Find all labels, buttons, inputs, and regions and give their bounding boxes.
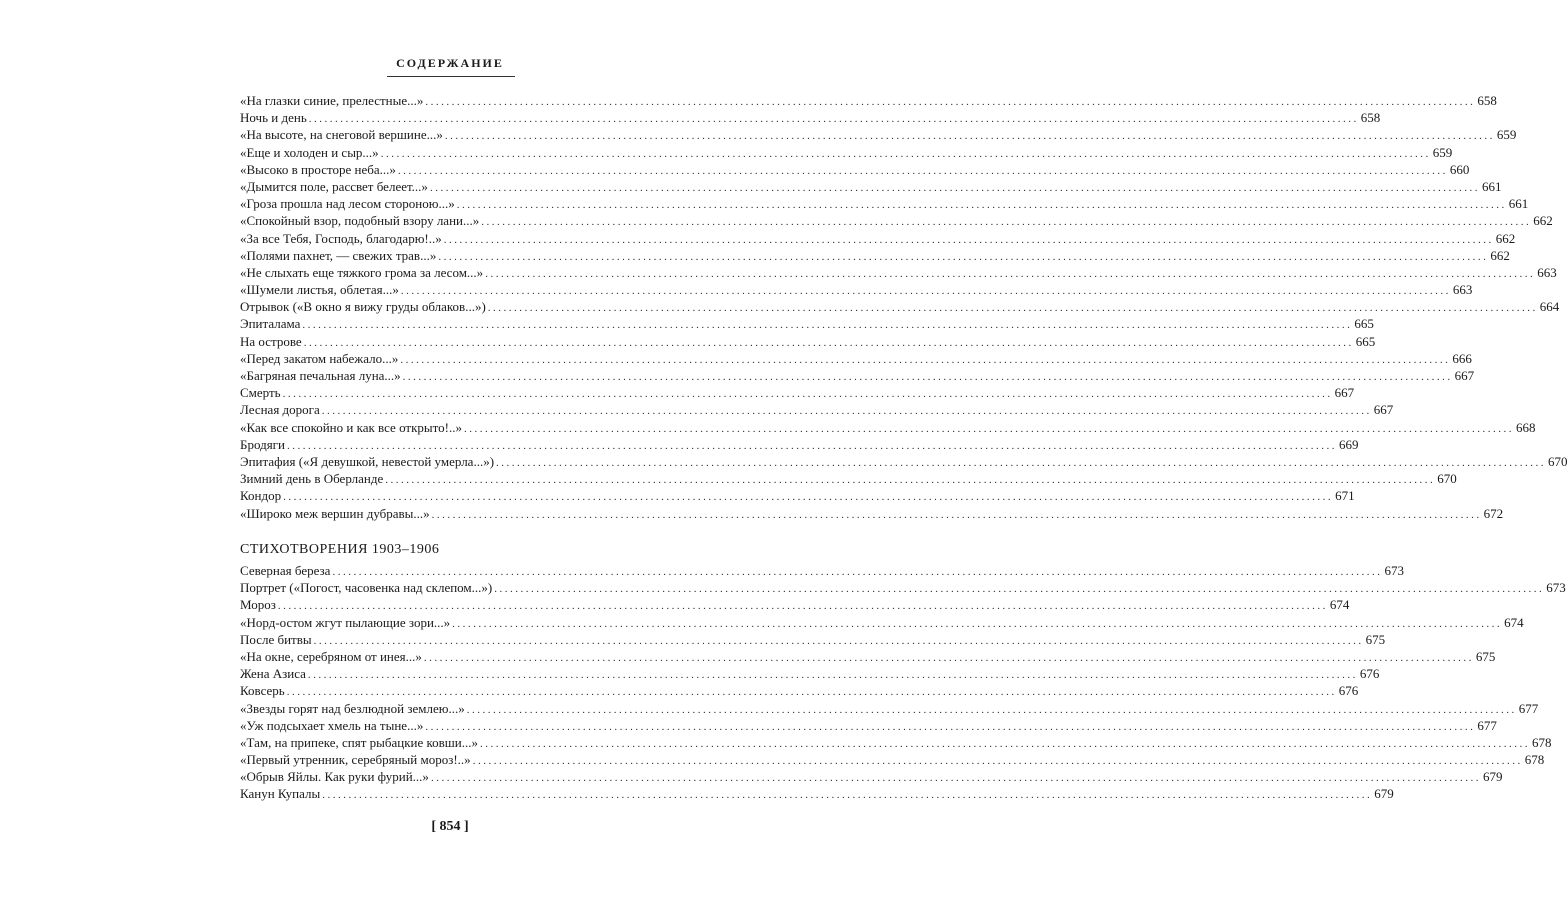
toc-entry-title: «За все Тебя, Господь, благодарю!..» <box>240 230 442 246</box>
toc-entry-title: «Шумели листья, облетая...» <box>240 282 399 298</box>
toc-entry-page: 673 <box>1384 563 1404 578</box>
toc-entry-page: 669 <box>1338 436 1359 452</box>
toc-entry <box>240 281 1473 298</box>
toc-entry-title: Жена Азиса <box>240 666 306 682</box>
dot-leader: ........................................................................................................................................................................................................ <box>438 250 1489 263</box>
dot-leader: ........................................................................................................................................................................................................ <box>444 130 1495 143</box>
toc-entry-title: «Широко меж вершин дубравы...» <box>240 505 430 521</box>
toc-entry-title: На острове <box>240 333 302 349</box>
toc-entry-title: Смерть <box>240 385 281 401</box>
toc-entry <box>240 648 1496 665</box>
toc-entry-page: 667 <box>1373 402 1394 418</box>
dot-leader: ........................................................................................................................................................................................................ <box>466 703 1517 716</box>
toc-entry-page: 675 <box>1475 648 1496 664</box>
dot-leader: ........................................................................................................................................................................................................ <box>481 216 1532 229</box>
dot-leader: ........................................................................................................................................................................................................ <box>321 405 1372 418</box>
toc-entry-page: 670 <box>1437 471 1457 487</box>
toc-entry <box>240 505 1504 522</box>
dot-leader: ........................................................................................................................................................................................................ <box>485 267 1536 280</box>
toc-entry-page: 676 <box>1359 666 1380 682</box>
toc-entry-title: «Первый утренник, серебряный мороз!..» <box>240 752 471 768</box>
dot-leader: ........................................................................................................................................................................................................ <box>472 755 1523 768</box>
toc-entry-page: 662 <box>1490 247 1510 263</box>
toc-entry-title: Отрывок («В окно я вижу груды облаков...») <box>240 299 486 315</box>
toc-entry-page: 675 <box>1365 631 1386 647</box>
toc-entry <box>240 384 1355 401</box>
toc-entry-page: 678 <box>1524 752 1545 768</box>
dot-leader: ........................................................................................................................................................................................................ <box>443 233 1494 246</box>
toc-entry-title: «Высоко в просторе неба...» <box>240 161 396 177</box>
toc-entry-page: 662 <box>1495 230 1516 246</box>
toc-entry-page: 658 <box>1477 93 1497 108</box>
toc-entry-title: «Перед закатом набежало...» <box>240 350 399 366</box>
dot-leader: ........................................................................................................................................................................................................ <box>463 422 1514 435</box>
toc-entry <box>240 264 1557 281</box>
toc-entry-page: 666 <box>1452 350 1472 366</box>
toc-entry <box>240 144 1453 161</box>
toc-entry-title: «Не слыхать еще тяжкого грома за лесом...» <box>240 264 484 280</box>
toc-entry-page: 672 <box>1483 505 1504 521</box>
toc-entry-title: «На окне, серебряном от инея...» <box>240 648 422 664</box>
dot-leader: ........................................................................................................................................................................................................ <box>423 651 1474 664</box>
toc-entry <box>240 126 1517 143</box>
toc-entry-title: «Звезды горят над безлюдной землею...» <box>240 700 465 716</box>
toc-entry-title: «Норд-остом жгут пылающие зори...» <box>240 614 451 630</box>
dot-leader: ........................................................................................................................................................................................................ <box>286 439 1337 452</box>
toc-entry-title: «Там, на припеке, спят рыбацкие ковши...» <box>240 734 479 750</box>
dot-leader: ........................................................................................................................................................................................................ <box>286 686 1337 699</box>
dot-leader: ........................................................................................................................................................................................................ <box>480 737 1531 750</box>
toc-entry-title: Бродяги <box>240 436 285 452</box>
toc-entry <box>240 436 1359 453</box>
dot-leader: ........................................................................................................................................................................................................ <box>385 474 1436 487</box>
toc-entry <box>240 579 1566 596</box>
dot-leader: ........................................................................................................................................................................................................ <box>425 96 1476 108</box>
toc-entry-page: 674 <box>1329 597 1350 613</box>
toc-entry-page: 658 <box>1360 110 1381 126</box>
toc-entry-title: «Еще и холоден и сыр...» <box>240 144 379 160</box>
dot-leader: ........................................................................................................................................................................................................ <box>313 634 1364 647</box>
toc-entry <box>240 487 1355 504</box>
toc-entry <box>240 562 1404 579</box>
toc-entry-title: «Дымится поле, рассвет белеет...» <box>240 178 428 194</box>
toc-list-main <box>240 92 1568 522</box>
dot-leader: ........................................................................................................................................................................................................ <box>322 789 1373 802</box>
dot-leader: ........................................................................................................................................................................................................ <box>452 617 1503 630</box>
toc-entry <box>240 298 1560 315</box>
toc-entry-page: 667 <box>1454 368 1475 383</box>
toc-entry-page: 678 <box>1532 734 1552 750</box>
toc-entry <box>240 212 1553 229</box>
toc-entry <box>240 614 1524 631</box>
toc-entry-page: 659 <box>1432 144 1453 160</box>
dot-leader: ........................................................................................................................................................................................................ <box>496 456 1547 469</box>
dot-leader: ........................................................................................................................................................................................................ <box>282 388 1333 401</box>
toc-entry <box>240 734 1552 751</box>
toc-entry-page: 659 <box>1496 127 1517 143</box>
toc-entry-title: «Как все спокойно и как все открыто!..» <box>240 419 462 435</box>
toc-entry-title: «На глазки синие, прелестные...» <box>240 93 424 108</box>
toc-entry <box>240 665 1380 682</box>
toc-entry <box>240 367 1475 384</box>
toc-entry-page: 668 <box>1515 419 1536 435</box>
toc-entry-title: «Багряная печальная луна...» <box>240 368 401 383</box>
toc-entry-page: 671 <box>1335 488 1355 504</box>
toc-entry <box>240 401 1394 418</box>
dot-leader: ........................................................................................................................................................................................................ <box>308 113 1359 126</box>
toc-entry <box>240 596 1350 613</box>
toc-entry <box>240 631 1386 648</box>
dot-leader: ........................................................................................................................................................................................................ <box>332 566 1383 578</box>
page-header-title: СОДЕРЖАНИЕ <box>396 56 504 70</box>
toc-entry-title: «Полями пахнет, — свежих трав...» <box>240 247 437 263</box>
toc-entry <box>240 350 1472 367</box>
toc-entry <box>240 751 1545 768</box>
toc-entry-page: 674 <box>1504 614 1524 630</box>
toc-entry-title: Лесная дорога <box>240 402 320 418</box>
toc-entry <box>240 195 1529 212</box>
toc-entry-title: Эпитафия («Я девушкой, невестой умерла...») <box>240 453 495 469</box>
toc-entry <box>240 247 1510 264</box>
toc-entry-page: 664 <box>1539 299 1560 315</box>
toc-entry-page: 661 <box>1481 178 1502 194</box>
toc-entry-page: 665 <box>1354 316 1374 332</box>
toc-entry <box>240 785 1394 802</box>
dot-leader: ........................................................................................................................................................................................................ <box>397 164 1448 177</box>
dot-leader: ........................................................................................................................................................................................................ <box>430 772 1481 785</box>
toc-entry-title: Эпиталама <box>240 316 301 332</box>
toc-entry <box>240 92 1497 109</box>
dot-leader: ........................................................................................................................................................................................................ <box>380 147 1431 160</box>
toc-entry-page: 670 <box>1548 453 1568 469</box>
toc-entry <box>240 419 1536 436</box>
toc-list-section <box>240 562 1566 803</box>
toc-entry-page: 667 <box>1334 385 1355 401</box>
header-divider <box>387 76 515 77</box>
toc-entry-page: 677 <box>1477 717 1497 733</box>
toc-entry <box>240 161 1470 178</box>
dot-leader: ........................................................................................................................................................................................................ <box>283 491 1334 504</box>
dot-leader: ........................................................................................................................................................................................................ <box>303 336 1354 349</box>
toc-entry <box>240 178 1502 195</box>
toc-entry-title: Ковсерь <box>240 683 285 699</box>
toc-entry-page: 679 <box>1482 769 1503 785</box>
toc-entry-page: 660 <box>1449 161 1470 177</box>
dot-leader: ........................................................................................................................................................................................................ <box>307 669 1358 682</box>
dot-leader: ........................................................................................................................................................................................................ <box>302 319 1353 332</box>
toc-entry-page: 663 <box>1452 282 1473 298</box>
toc-entry-page: 665 <box>1355 333 1376 349</box>
dot-leader: ........................................................................................................................................................................................................ <box>487 302 1538 315</box>
toc-entry-page: 676 <box>1338 683 1359 699</box>
toc-entry-title: «Обрыв Яйлы. Как руки фурий...» <box>240 769 429 785</box>
toc-entry <box>240 109 1381 126</box>
toc-entry-page: 679 <box>1374 786 1394 802</box>
dot-leader: ........................................................................................................................................................................................................ <box>494 583 1545 596</box>
toc-entry <box>240 682 1359 699</box>
toc-entry <box>240 230 1516 247</box>
toc-entry-page: 677 <box>1518 700 1539 716</box>
toc-entry-title: После битвы <box>240 631 312 647</box>
toc-entry-page: 661 <box>1508 196 1529 212</box>
toc-entry <box>240 768 1503 785</box>
toc-entry-title: Портрет («Погост, часовенка над склепом...») <box>240 580 493 596</box>
toc-entry-title: «Спокойный взор, подобный взору лани...» <box>240 213 480 229</box>
toc-entry-page: 663 <box>1537 264 1557 280</box>
toc-entry-title: Мороз <box>240 597 276 613</box>
toc-entry <box>240 453 1568 470</box>
toc-entry <box>240 315 1374 332</box>
toc-entry-title: «Уж подсыхает хмель на тыне...» <box>240 717 424 733</box>
toc-entry-title: Канун Купалы <box>240 786 321 802</box>
dot-leader: ........................................................................................................................................................................................................ <box>400 285 1451 298</box>
dot-leader: ........................................................................................................................................................................................................ <box>277 600 1328 613</box>
toc-entry-page: 662 <box>1533 213 1553 229</box>
dot-leader: ........................................................................................................................................................................................................ <box>456 199 1507 212</box>
dot-leader: ........................................................................................................................................................................................................ <box>429 181 1480 194</box>
toc-entry-title: Ночь и день <box>240 110 307 126</box>
dot-leader: ........................................................................................................................................................................................................ <box>431 508 1482 521</box>
toc-entry <box>240 700 1539 717</box>
page-number: [ 854 ] <box>431 819 469 834</box>
section-heading: СТИХОТВОРЕНИЯ 1903–1906 <box>240 542 440 557</box>
toc-entry <box>240 470 1457 487</box>
toc-entry-title: Северная береза <box>240 563 331 578</box>
toc-entry-title: Зимний день в Оберланде <box>240 471 384 487</box>
toc-entry <box>240 333 1376 350</box>
toc-entry-title: Кондор <box>240 488 282 504</box>
dot-leader: ........................................................................................................................................................................................................ <box>402 371 1453 383</box>
toc-entry-title: «Гроза прошла над лесом стороною...» <box>240 196 455 212</box>
dot-leader: ........................................................................................................................................................................................................ <box>425 720 1476 733</box>
dot-leader: ........................................................................................................................................................................................................ <box>400 353 1451 366</box>
toc-entry-page: 673 <box>1546 580 1566 596</box>
toc-entry <box>240 717 1497 734</box>
toc-entry-title: «На высоте, на снеговой вершине...» <box>240 127 443 143</box>
